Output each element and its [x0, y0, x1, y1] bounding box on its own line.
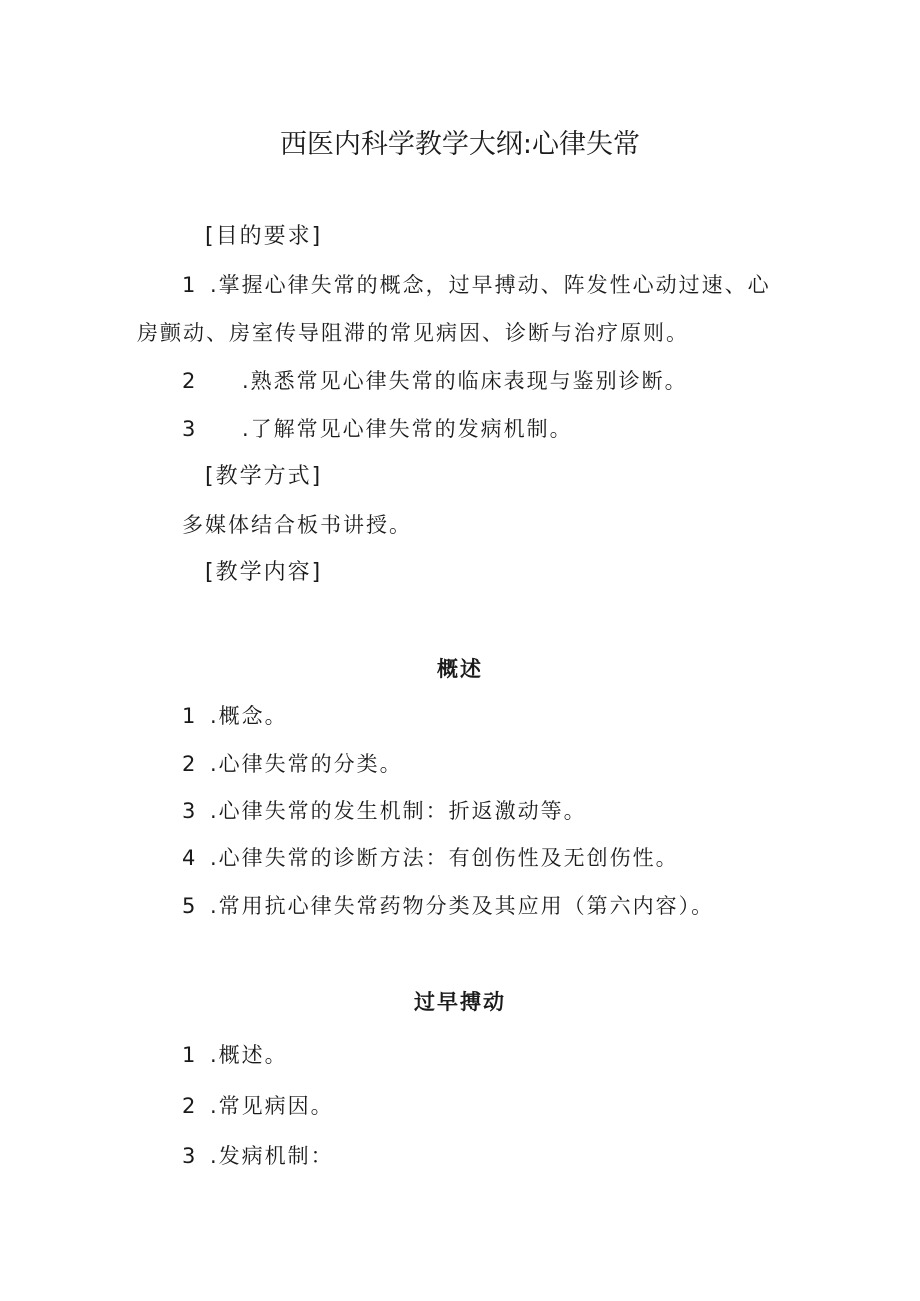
list-item: [182, 1141, 334, 1171]
item-text: .了解常见心律失常的发病机制。: [242, 417, 573, 441]
objective-item-1-continuation: 房颤动、房室传导阻滞的常见病因、诊断与治疗原则。: [137, 321, 689, 345]
document-title: 西医内科学教学大纲:心律失常: [279, 129, 641, 160]
method-text: 多媒体结合板书讲授。: [182, 513, 412, 537]
item-text: .熟悉常见心律失常的临床表现与鉴别诊断。: [242, 369, 688, 393]
list-item: [182, 1091, 334, 1121]
item-text: .心律失常的分类。: [210, 752, 403, 776]
content-heading: [教学内容]: [205, 560, 323, 585]
item-number: 2: [182, 369, 198, 393]
item-number: 5: [182, 894, 198, 918]
item-text: .概念。: [210, 704, 288, 728]
section-title-premature-beats: 过早搏动: [414, 990, 506, 1014]
list-item: [182, 701, 288, 731]
item-text: .掌握心律失常的概念，过早搏动、阵发性心动过速、心: [210, 273, 771, 297]
item-text: .发病机制：: [210, 1144, 334, 1168]
item-text: .常用抗心律失常药物分类及其应用（第六内容）。: [210, 894, 715, 918]
item-number: 3: [182, 1144, 198, 1168]
objective-item-3: [182, 414, 573, 444]
objective-item-2: [182, 366, 688, 396]
item-number: 1: [182, 273, 198, 297]
list-item: [182, 796, 587, 826]
item-number: 2: [182, 1094, 198, 1118]
item-text: .心律失常的发生机制：折返激动等。: [210, 799, 587, 823]
item-text: .心律失常的诊断方法：有创伤性及无创伤性。: [210, 846, 679, 870]
method-heading: [教学方式]: [205, 464, 323, 489]
list-item: [182, 891, 714, 921]
item-text: .常见病因。: [210, 1094, 334, 1118]
item-number: 3: [182, 417, 198, 441]
item-number: 3: [182, 799, 198, 823]
objectives-heading: [目的要求]: [205, 224, 323, 249]
item-number: 4: [182, 846, 198, 870]
item-number: 1: [182, 1043, 198, 1067]
list-item: [182, 843, 679, 873]
section-title-overview: 概述: [437, 657, 483, 681]
list-item: [182, 1040, 288, 1070]
objective-item-1: [182, 270, 771, 300]
item-text: .概述。: [210, 1043, 288, 1067]
item-number: 1: [182, 704, 198, 728]
item-number: 2: [182, 752, 198, 776]
list-item: [182, 749, 403, 779]
